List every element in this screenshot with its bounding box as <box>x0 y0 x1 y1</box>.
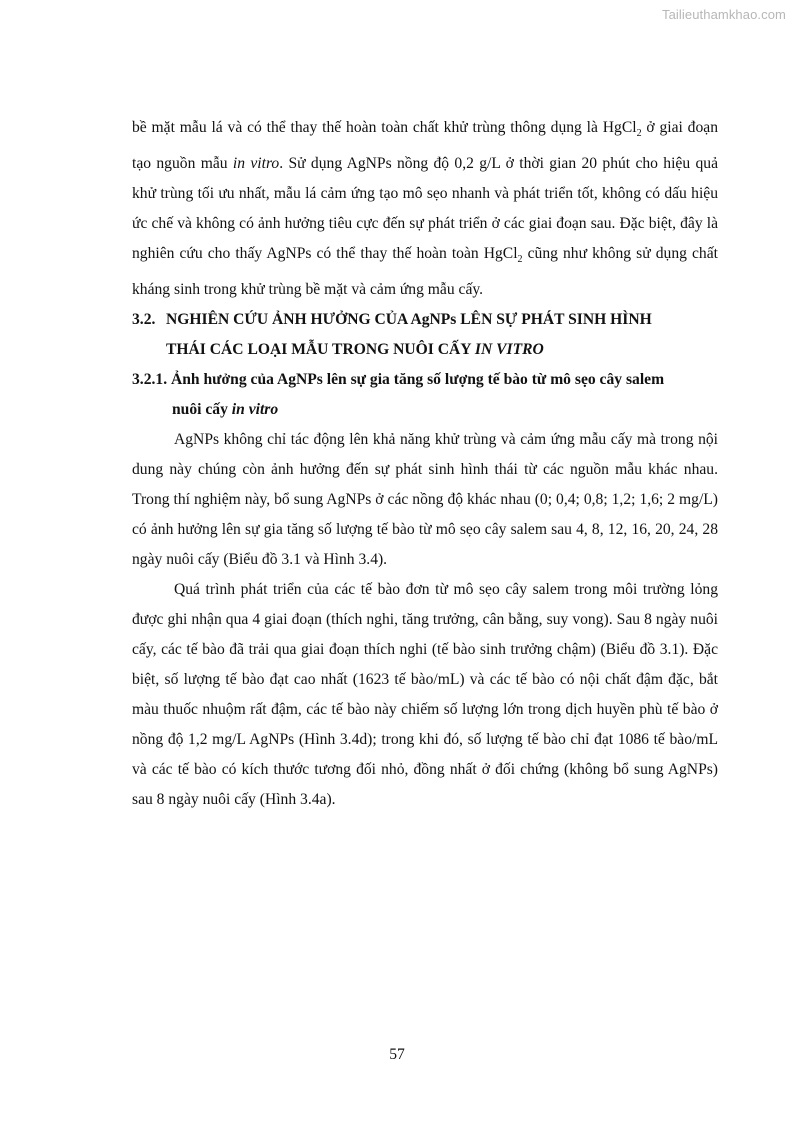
section-heading-3-2-1 <box>132 365 718 425</box>
section-title-line1: NGHIÊN CỨU ẢNH HƯỞNG CỦA AgNPs LÊN SỰ PHÁT SINH HÌNH <box>166 311 652 329</box>
watermark: Tailieuthamkhao.com <box>661 7 786 22</box>
section-heading-3-2 <box>132 305 718 365</box>
italic-term: in vitro <box>232 155 280 173</box>
paragraph-intro <box>132 113 718 305</box>
paragraph-agnps-effect: AgNPs không chỉ tác động lên khả năng khử trùng và cảm ứng mẫu cấy mà trong nội dung này chúng còn ảnh hưởng đến sự phát sinh hình thái từ các nguồn mẫu khác nhau. Trong thí nghiệm này, bổ sung AgNPs ở các nồng độ khác nhau (0; 0,4; 0,8; 1,2; 1,6; 2 mg/L) có ảnh hưởng lên sự gia tăng số lượng tế bào từ mô sẹo cây salem sau 4, 8, 12, 16, 20, 24, 28 ngày nuôi cấy (Biểu đồ 3.1 và Hình 3.4). <box>132 431 718 569</box>
subscript: 2 <box>636 128 642 140</box>
subscript: 2 <box>517 254 523 266</box>
italic-term: IN VITRO <box>474 341 544 359</box>
page-body <box>132 113 718 815</box>
paragraph-cell-growth: Quá trình phát triển của các tế bào đơn từ mô sẹo cây salem trong môi trường lỏng được ghi nhận qua 4 giai đoạn (thích nghi, tăng trưởng, cân bằng, suy vong). Sau 8 ngày nuôi cấy, các tế bào đã trải qua giai đoạn thích nghi (tế bào sinh trưởng chậm) (Biểu đồ 3.1). Đặc biệt, số lượng tế bào đạt cao nhất (1623 tế bào/mL) và các tế bào có nội chất đậm đặc, bắt màu thuốc nhuộm rất đậm, các tế bào này chiếm số lượng lớn trong dịch huyền phù tế bào ở nồng độ 1,2 mg/L AgNPs (Hình 3.4d); trong khi đó, số lượng tế bào chỉ đạt 1086 tế bào/mL và các tế bào có kích thước tương đối nhỏ, đồng nhất ở đối chứng (không bổ sung AgNPs) sau 8 ngày nuôi cấy (Hình 3.4a). <box>132 581 718 809</box>
subsection-title-line1: Ảnh hưởng của AgNPs lên sự gia tăng số lượng tế bào từ mô sẹo cây salem <box>171 371 665 389</box>
section-title-line2: THÁI CÁC LOẠI MẪU TRONG NUÔI CẤY IN VITRO <box>166 341 544 359</box>
paragraph-text: cũng như không sử dụng chất kháng sinh trong khử trùng bề mặt và cảm ứng mẫu cấy. <box>132 245 718 299</box>
paragraph-text: . Sử dụng AgNPs nồng độ 0,2 g/L ở thời gian 20 phút cho hiệu quả khử trùng tối ưu nhất, mẫu lá cảm ứng tạo mô sẹo nhanh và phát triển tốt, không có dấu hiệu ức chế và không có ảnh hưởng tiêu cực đến sự phát triển ở các giai đoạn sau. Đặc biệt, đây là nghiên cứu cho thấy AgNPs có thể thay thế hoàn toàn HgCl <box>132 155 719 263</box>
page-number: 57 <box>389 1046 405 1063</box>
paragraph-text: bề mặt mẫu lá và có thể thay thế hoàn toàn chất khử trùng thông dụng là HgCl <box>132 119 637 136</box>
section-number: 3.2. <box>132 311 156 329</box>
italic-term: in vitro <box>231 401 279 419</box>
paragraph-text: ở giai đoạn tạo nguồn mẫu <box>132 119 718 173</box>
subsection-number: 3.2.1. <box>132 371 168 389</box>
subsection-title-line2: nuôi cấy in vitro <box>172 401 279 419</box>
